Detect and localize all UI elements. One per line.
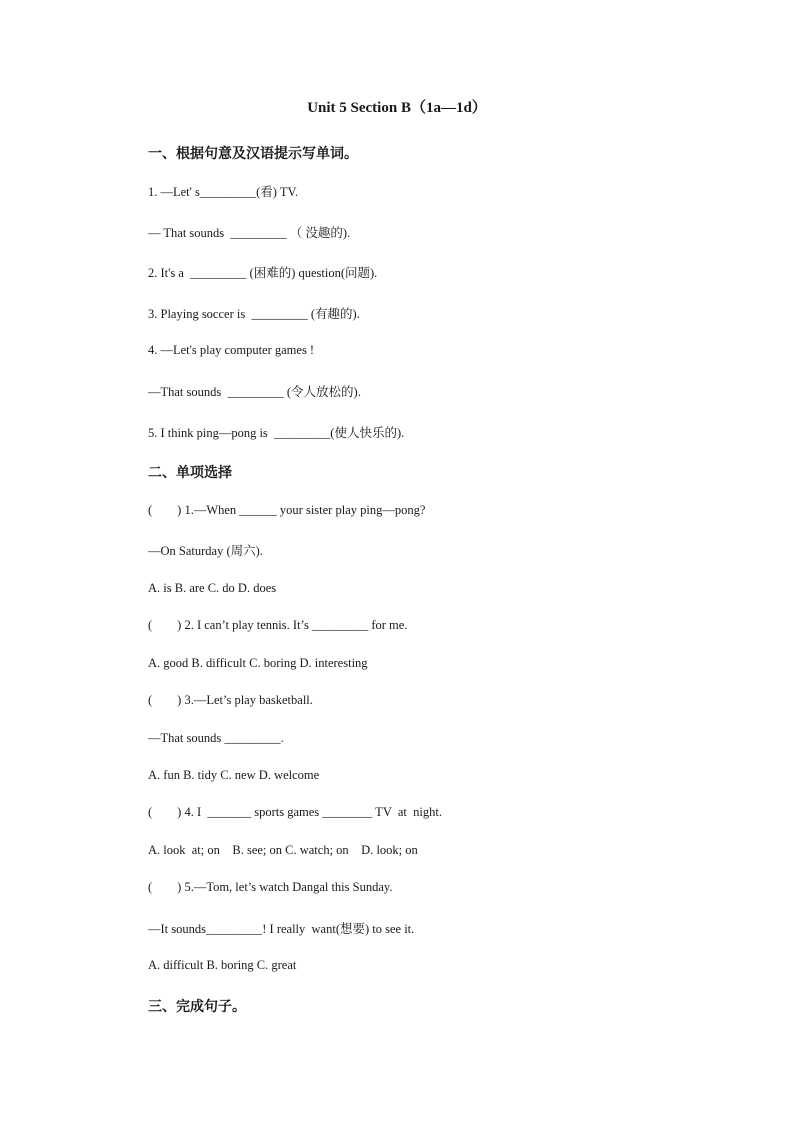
section-heading: 二、单项选择 [148,465,232,481]
question-line: —That sounds _________ (令人放松的). [148,385,361,399]
section-heading: 三、完成句子。 [148,999,246,1015]
question-line: ( ) 2. I can’t play tennis. It’s _________ for me. [148,618,408,632]
section-heading: 一、根据句意及汉语提示写单词。 [148,146,358,162]
option-line: A. good B. difficult C. boring D. interesting [148,656,368,670]
question-line: 5. I think ping—pong is _________(使人快乐的). [148,426,405,440]
question-line: 3. Playing soccer is _________ (有趣的). [148,307,360,321]
question-line: — That sounds _________ （ 没趣的). [148,226,351,240]
question-line: ( ) 5.—Tom, let’s watch Dangal this Sunday. [148,880,393,894]
question-line: ( ) 1.—When ______ your sister play ping—pong? [148,503,426,517]
question-line: 1. —Let' s_________(看) TV. [148,185,299,199]
option-line: A. difficult B. boring C. great [148,958,297,972]
page-title: Unit 5 Section B（1a—1d） [307,100,487,116]
option-line: A. look at; on B. see; on C. watch; on D. look; on [148,843,418,857]
question-line: ( ) 3.—Let’s play basketball. [148,693,313,707]
question-line: 2. It's a _________ (困难的) question(问题). [148,266,378,280]
question-line: —It sounds_________! I really want(想要) to see it. [148,922,415,936]
question-line: —On Saturday (周六). [148,544,263,558]
question-line: —That sounds _________. [148,731,284,745]
option-line: A. fun B. tidy C. new D. welcome [148,768,320,782]
option-line: A. is B. are C. do D. does [148,581,277,595]
question-line: 4. —Let's play computer games ! [148,343,315,357]
question-line: ( ) 4. I _______ sports games ________ TV at night. [148,805,442,819]
